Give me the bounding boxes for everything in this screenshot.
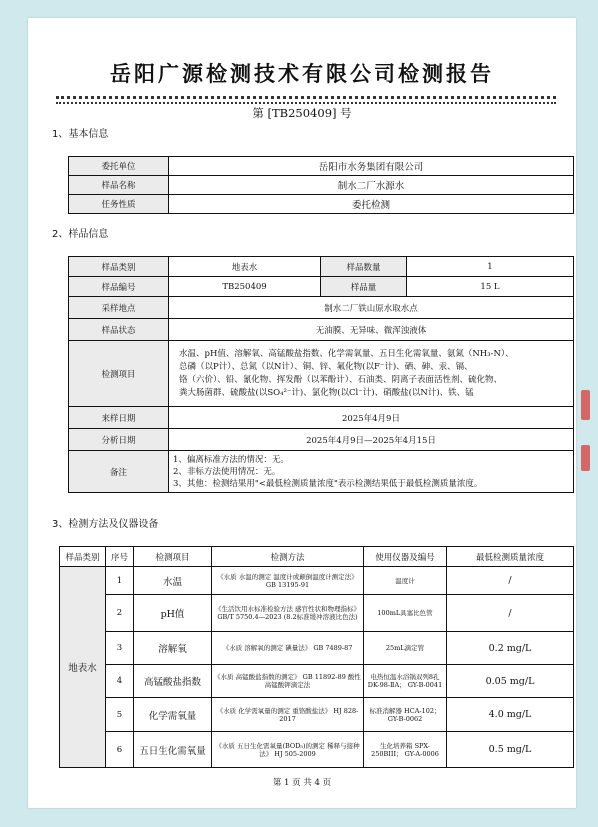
row-instrument: 生化培养箱 SPX-250BIII； GY-A-0006	[364, 732, 447, 768]
amount-value: 15 L	[407, 277, 574, 297]
title-rule	[56, 96, 556, 99]
table-row	[69, 176, 574, 195]
col-no: 序号	[106, 547, 134, 567]
table-row	[60, 632, 574, 665]
sample-name-value: 制水二厂水源水	[169, 176, 574, 195]
row-no: 4	[106, 665, 134, 698]
row-item: 高锰酸盐指数	[134, 665, 212, 698]
row-item: 五日生化需氧量	[134, 732, 212, 768]
row-instrument: 25mL滴定管	[364, 632, 447, 665]
row-method: 《水质 化学需氧量的测定 重铬酸盐法》 HJ 828-2017	[212, 698, 364, 732]
site-label: 采样地点	[69, 297, 169, 319]
table-header-row	[60, 547, 574, 567]
row-instrument: 100mL具塞比色管	[364, 595, 447, 632]
receive-date-label: 来样日期	[69, 407, 169, 429]
row-limit: 0.2 mg/L	[447, 632, 574, 665]
table-row	[69, 341, 574, 407]
row-item: 化学需氧量	[134, 698, 212, 732]
row-no: 6	[106, 732, 134, 768]
col-method: 检测方法	[212, 547, 364, 567]
row-method: 《水质 水温的测定 温度计或颠倒温度计测定法》 GB 13195-91	[212, 567, 364, 595]
row-limit: /	[447, 595, 574, 632]
method-table	[59, 546, 574, 768]
qty-value: 1	[407, 257, 574, 277]
client-label: 委托单位	[69, 157, 169, 176]
items-line: 水温、pH值、溶解氧、高锰酸盐指数、化学需氧量、五日生化需氧量、氨氮（NH₃-N）、	[179, 348, 514, 359]
section-method-heading: 3、检测方法及仪器设备	[52, 519, 159, 530]
row-no: 3	[106, 632, 134, 665]
category-value: 地表水	[169, 257, 321, 277]
method-category: 地表水	[60, 567, 106, 768]
table-row	[69, 257, 574, 277]
table-row	[60, 665, 574, 698]
section-basic-heading: 1、基本信息	[52, 129, 109, 140]
col-category: 样品类别	[60, 547, 106, 567]
table-row	[69, 297, 574, 319]
seal-edge-mark	[581, 390, 590, 420]
remark-value	[169, 451, 574, 493]
code-label: 样品编号	[69, 277, 169, 297]
row-no: 5	[106, 698, 134, 732]
page-footer: 第 1 页 共 4 页	[272, 778, 332, 788]
table-row	[60, 698, 574, 732]
report-page	[28, 18, 576, 808]
col-item: 检测项目	[134, 547, 212, 567]
title-rule-2	[56, 102, 556, 104]
site-value: 制水二厂铁山原水取水点	[169, 297, 574, 319]
qty-label: 样品数量	[321, 257, 407, 277]
remark-line: 3、其他：检测结果用"<最低检测质量浓度"表示检测结果低于最低检测质量浓度。	[173, 478, 483, 489]
table-row	[60, 595, 574, 632]
table-row	[69, 429, 574, 451]
table-row	[60, 567, 574, 595]
client-value: 岳阳市水务集团有限公司	[169, 157, 574, 176]
seal-edge-mark	[581, 445, 590, 471]
row-limit: 0.05 mg/L	[447, 665, 574, 698]
sample-name-label: 样品名称	[69, 176, 169, 195]
items-label: 检测项目	[69, 341, 169, 407]
row-method: 《生活饮用水标准检验方法 感官性状和物理指标》GB/T 5750.4—2023 (8.2标准缓冲溶液比色法)	[212, 595, 364, 632]
row-instrument: 电热恒温水浴锅双列8孔 DK-98-ⅡA； GY-B-0041	[364, 665, 447, 698]
amount-label: 样品量	[321, 277, 407, 297]
row-instrument: 温度计	[364, 567, 447, 595]
items-line: 粪大肠菌群、硫酸盐(以SO₄²⁻计)、氯化物(以Cl⁻计)、硝酸盐(以N计)、铁、锰	[179, 387, 474, 398]
row-instrument: 标准消解器 HCA-102； GY-B-0062	[364, 698, 447, 732]
col-instrument: 使用仪器及编号	[364, 547, 447, 567]
row-limit: /	[447, 567, 574, 595]
category-label: 样品类别	[69, 257, 169, 277]
row-method: 《水质 高锰酸盐指数的测定》 GB 11892-89 酸性高锰酸钾滴定法	[212, 665, 364, 698]
row-item: 溶解氧	[134, 632, 212, 665]
table-row	[69, 451, 574, 493]
row-no: 1	[106, 567, 134, 595]
row-limit: 4.0 mg/L	[447, 698, 574, 732]
row-method: 《水质 五日生化需氧量(BOD₅)的测定 稀释与接种法》 HJ 505-2009	[212, 732, 364, 768]
table-row	[69, 195, 574, 214]
row-item: 水温	[134, 567, 212, 595]
table-row	[69, 407, 574, 429]
row-no: 2	[106, 595, 134, 632]
sample-info-table	[68, 256, 574, 493]
col-limit: 最低检测质量浓度	[447, 547, 574, 567]
section-sample-heading: 2、样品信息	[52, 229, 109, 240]
task-nature-label: 任务性质	[69, 195, 169, 214]
report-number: 第 [TB250409] 号	[252, 106, 352, 120]
basic-info-table	[68, 156, 574, 214]
report-title: 岳阳广源检测技术有限公司检测报告	[110, 62, 494, 86]
receive-date-value: 2025年4月9日	[169, 407, 574, 429]
state-value: 无油膜、无异味、微浑浊液体	[169, 319, 574, 341]
row-limit: 0.5 mg/L	[447, 732, 574, 768]
table-row	[69, 157, 574, 176]
remark-label: 备注	[69, 451, 169, 493]
table-row	[69, 277, 574, 297]
items-value	[169, 341, 574, 407]
state-label: 样品状态	[69, 319, 169, 341]
table-row	[60, 732, 574, 768]
row-item: pH值	[134, 595, 212, 632]
task-nature-value: 委托检测	[169, 195, 574, 214]
row-method: 《水质 溶解氧的测定 碘量法》 GB 7489-87	[212, 632, 364, 665]
code-value: TB250409	[169, 277, 321, 297]
analysis-date-label: 分析日期	[69, 429, 169, 451]
items-line: 铬（六价）、铅、氰化物、挥发酚（以苯酚计）、石油类、阴离子表面活性剂、硫化物、	[179, 374, 503, 385]
items-line: 总磷（以P计）、总氮（以N计）、铜、锌、氟化物(以F⁻计)、硒、砷、汞、镉、	[179, 361, 473, 372]
table-row	[69, 319, 574, 341]
remark-line: 1、偏离标准方法的情况：无。	[173, 454, 289, 465]
remark-line: 2、非标方法使用情况：无。	[173, 466, 281, 477]
analysis-date-value: 2025年4月9日—2025年4月15日	[169, 429, 574, 451]
